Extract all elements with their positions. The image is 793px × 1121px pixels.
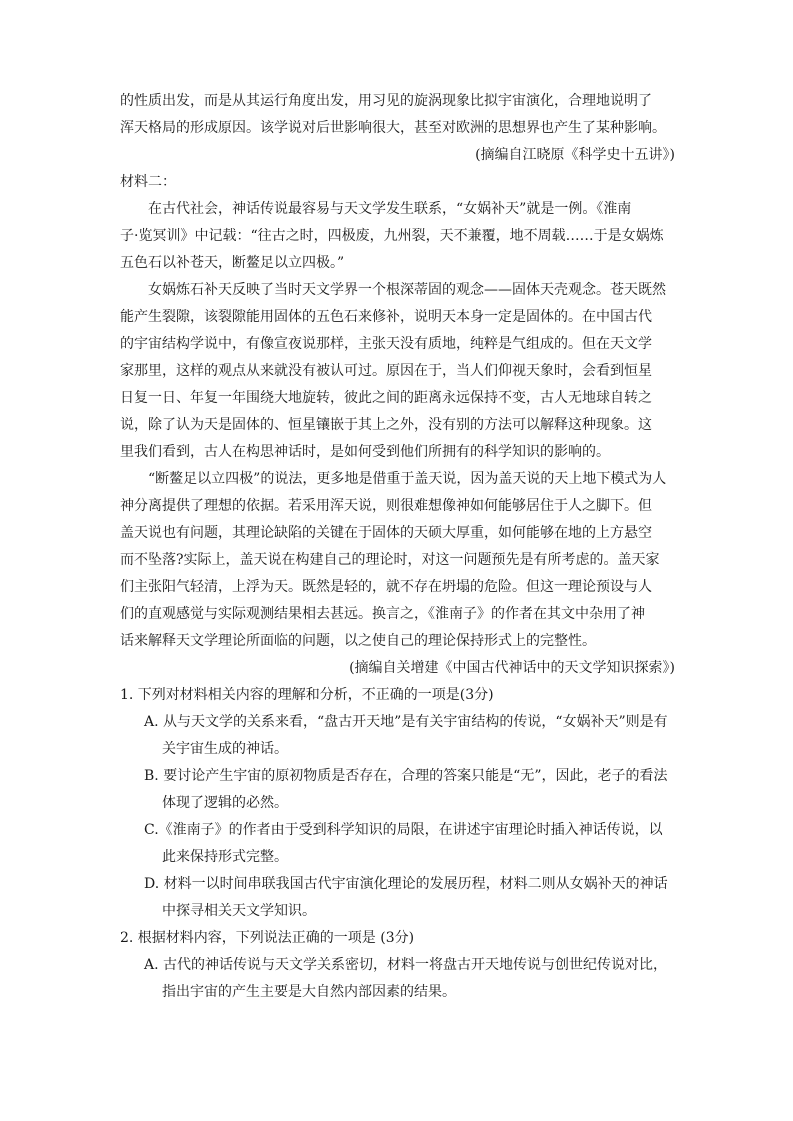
text-line: 的性质出发，而是从其运行角度出发，用习见的旋涡现象比拟宇宙演化，合理地说明了 — [120, 93, 652, 109]
material2-paragraph-3 — [120, 466, 675, 655]
question-stem: 2. 根据材料内容，下列说法正确的一项是 (3分) — [120, 930, 415, 946]
material2-paragraph-1 — [120, 196, 675, 277]
text-line: 盖天说也有问题，其理论缺陷的关键在于固体的天硕大厚重，如何能够在地的上方悬空 — [120, 525, 652, 541]
text-line: 家那里，这样的观点从来就没有被认可过。原因在于，当人们仰视天象时，会看到恒星 — [120, 363, 652, 379]
text-line: 五色石以补苍天，断鳌足以立四极。” — [120, 255, 345, 271]
option-b — [120, 763, 675, 817]
text-line: 子·览冥训》中记载：“往古之时，四极废，九州裂，天不兼覆，地不周载……于是女娲炼 — [120, 228, 664, 244]
text-line: 女娲炼石补天反映了当时天文学界一个根深蒂固的观念——固体天壳观念。苍天既然 — [148, 282, 666, 298]
text-line: “断鳌足以立四极”的说法，更多地是借重于盖天说，因为盖天说的天上地下模式为人 — [148, 471, 667, 487]
option-line: B. 要讨论产生宇宙的原初物质是否存在，合理的答案只能是“无”，因此，老子的看法 — [144, 768, 668, 784]
text-line: 浑天格局的形成原因。该学说对后世影响很大，甚至对欧洲的思想界也产生了某种影响。 — [120, 120, 666, 136]
question-stem: 1. 下列对材料相关内容的理解和分析，不正确的一项是(3分) — [120, 687, 494, 703]
text-line: 里我们看到，古人在构思神话时，是如何受到他们所拥有的科学知识的影响的。 — [120, 444, 610, 460]
material1-tail — [120, 88, 675, 169]
text-line: 说，除了认为天是固体的、恒星镶嵌于其上之外，没有别的方法可以解释这种现象。这 — [120, 417, 652, 433]
option-a — [120, 952, 675, 1006]
text-line: 能产生裂隙，该裂隙能用固体的五色石来修补，说明天本身一定是固体的。在中国古代 — [120, 309, 652, 325]
option-a — [120, 709, 675, 763]
material2 — [120, 169, 675, 682]
option-line: 中探寻相关天文学知识。 — [162, 903, 316, 919]
text-line: 日复一日、年复一年围绕大地旋转，彼此之间的距离永远保持不变，古人无地球自转之 — [120, 390, 652, 406]
option-line: A. 从与天文学的关系来看，“盘古开天地”是有关宇宙结构的传说，“女娲补天”则是有 — [144, 714, 668, 730]
option-line: 此来保持形式完整。 — [162, 849, 288, 865]
option-line: D. 材料一以时间串联我国古代宇宙演化理论的发展历程，材料二则从女娲补天的神话 — [144, 876, 668, 892]
option-line: 关宇宙生成的神话。 — [162, 741, 288, 757]
material2-heading: 材料二： — [120, 174, 176, 190]
source-citation-1: (摘编自江晓原《科学史十五讲》) — [475, 147, 675, 163]
option-line: 体现了逻辑的必然。 — [162, 795, 288, 811]
text-line: 神分离提供了理想的依据。若采用浑天说，则很难想像神如何能够居住于人之脚下。但 — [120, 498, 652, 514]
source-citation-2: (摘编自关增建《中国古代神话中的天文学知识探索》) — [349, 660, 675, 676]
option-c — [120, 817, 675, 871]
text-line: 在古代社会，神话传说最容易与天文学发生联系，“女娲补天”就是一例。《淮南 — [148, 201, 632, 217]
questions — [120, 682, 675, 1006]
text-line: 的宇宙结构学说中，有像宣夜说那样，主张天没有质地，纯粹是气组成的。但在天文学 — [120, 336, 652, 352]
material2-paragraph-2 — [120, 277, 675, 466]
question-2 — [120, 925, 675, 1006]
option-line: 指出宇宙的产生主要是大自然内部因素的结果。 — [162, 984, 456, 1000]
option-line: C.《淮南子》的作者由于受到科学知识的局限，在讲述宇宙理论时插入神话传说，以 — [144, 822, 663, 838]
text-line: 话来解释天文学理论所面临的问题，以之使自己的理论保持形式上的完整性。 — [120, 633, 596, 649]
text-line: 们主张阳气轻清，上浮为天。既然是轻的，就不存在坍塌的危险。但这一理论预设与人 — [120, 579, 652, 595]
question-1 — [120, 682, 675, 925]
text-line: 而不坠落?实际上，盖天说在构建自己的理论时，对这一问题预先是有所考虑的。盖天家 — [120, 552, 660, 568]
option-d — [120, 871, 675, 925]
option-line: A. 古代的神话传说与天文学关系密切，材料一将盘古开天地传说与创世纪传说对比， — [144, 957, 668, 973]
text-line: 们的直观感觉与实际观测结果相去甚远。换言之，《淮南子》的作者在其文中杂用了神 — [120, 606, 645, 622]
